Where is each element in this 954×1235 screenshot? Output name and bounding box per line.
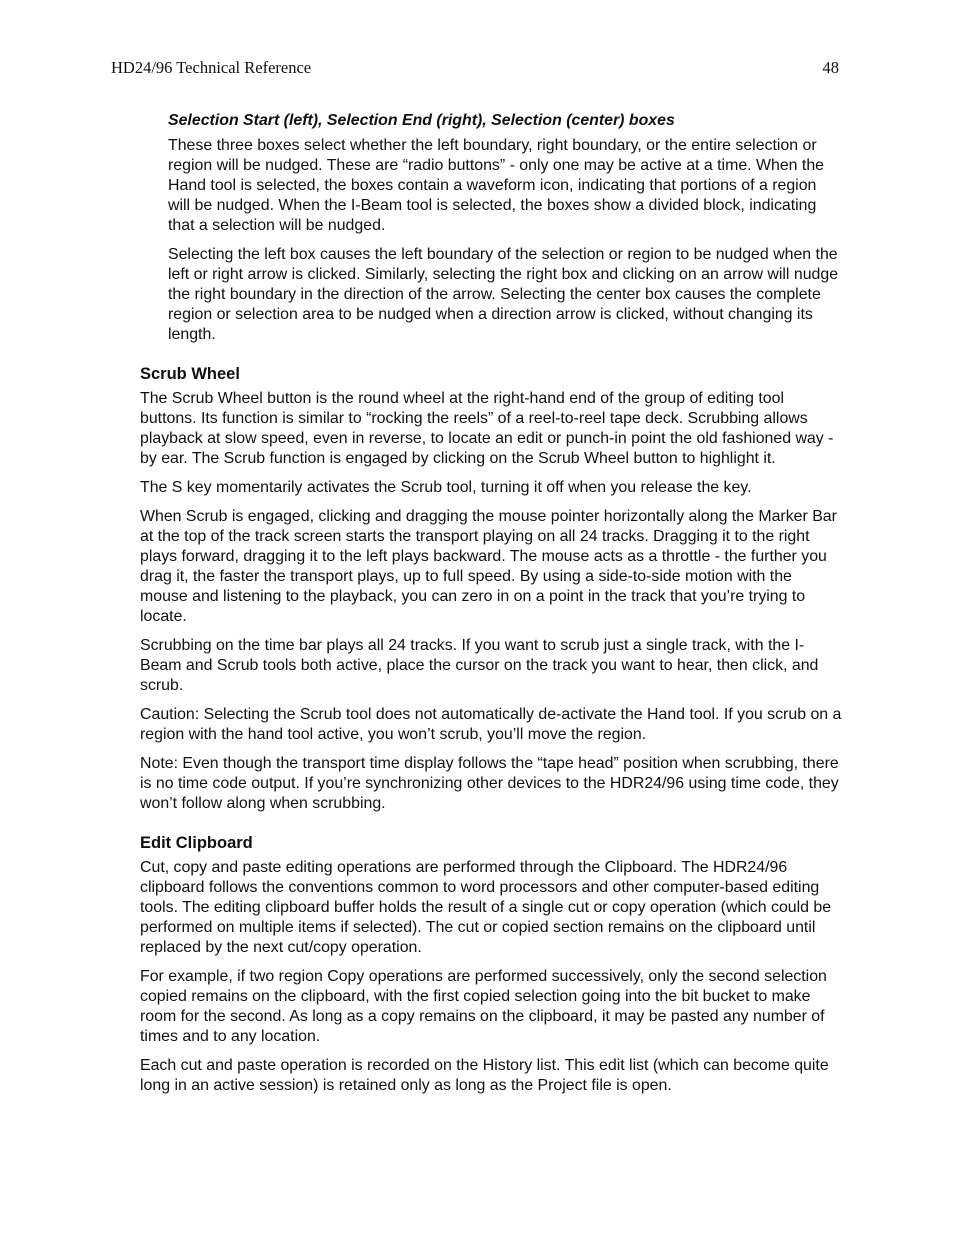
edit-clipboard-section [140,833,842,1096]
scrub-wheel-section [140,364,842,814]
page-body [140,111,842,1105]
paragraph: Note: Even though the transport time display follows the “tape head” position when scrubbing, there is no time code output. If you’re synchronizing other devices to the HDR24/96 using time code, they won’t follow along when scrubbing. [140,755,839,812]
paragraph: Cut, copy and paste editing operations are performed through the Clipboard. The HDR24/96 clipboard follows the conventions common to word processors and other computer-based editing tools. The editing clipboard buffer holds the result of a single cut or copy operation (which could be performed on multiple items if selected). The cut or copied section remains on the clipboard until replaced by the next cut/copy operation. [140,859,832,956]
selection-boxes-heading: Selection Start (left), Selection End (right), Selection (center) boxes [168,112,675,129]
paragraph: These three boxes select whether the left boundary, right boundary, or the entire selection or region will be nudged. These are “radio buttons” - only one may be active at a time. When the Hand tool is selected, the boxes contain a waveform icon, indicating that portions of a region will be nudged. When the I-Beam tool is selected, the boxes show a divided block, indicating that a selection will be nudged. [168,137,825,234]
page-number: 48 [822,58,839,77]
paragraph: When Scrub is engaged, clicking and dragging the mouse pointer horizontally along the Marker Bar at the top of the track screen starts the transport playing on all 24 tracks. Dragging it to the right plays forward, dragging it to the left plays backward. The mouse acts as a throttle - the further you drag it, the faster the transport plays, up to full speed. By using a side-to-side motion with the mouse and listening to the playback, you can zero in on a point in the track that you’re trying to locate. [140,508,837,625]
paragraph: Caution: Selecting the Scrub tool does not automatically de-activate the Hand tool. If you scrub on a region with the hand tool active, you won’t scrub, you’ll move the region. [140,706,842,743]
paragraph: Scrubbing on the time bar plays all 24 tracks. If you want to scrub just a single track, with the I-Beam and Scrub tools both active, place the cursor on the track you want to hear, then click, and scrub. [140,637,819,694]
page-header [111,57,839,79]
paragraph: The S key momentarily activates the Scrub tool, turning it off when you release the key. [140,479,752,496]
paragraph: Each cut and paste operation is recorded on the History list. This edit list (which can become quite long in an active session) is retained only as long as the Project file is open. [140,1057,829,1094]
document-title: HD24/96 Technical Reference [111,58,312,77]
selection-boxes-section [168,111,842,345]
paragraph: For example, if two region Copy operations are performed successively, only the second selection copied remains on the clipboard, with the first copied selection going into the bit bucket to make room for the second. As long as a copy remains on the clipboard, it may be pasted any number of times and to any location. [140,968,827,1045]
scrub-wheel-heading: Scrub Wheel [140,365,240,383]
edit-clipboard-heading: Edit Clipboard [140,834,253,852]
paragraph: The Scrub Wheel button is the round wheel at the right-hand end of the group of editing tool buttons. Its function is similar to “rocking the reels” of a reel-to-reel tape deck. Scrubbing allows playback at slow speed, even in reverse, to locate an edit or punch-in point the old fashioned way - by ear. The Scrub function is engaged by clicking on the Scrub Wheel button to highlight it. [140,390,834,467]
paragraph: Selecting the left box causes the left boundary of the selection or region to be nudged when the left or right arrow is clicked. Similarly, selecting the right box and clicking on an arrow will nudge the right boundary in the direction of the arrow. Selecting the center box causes the complete region or selection area to be nudged when a direction arrow is clicked, without changing its length. [168,246,839,343]
